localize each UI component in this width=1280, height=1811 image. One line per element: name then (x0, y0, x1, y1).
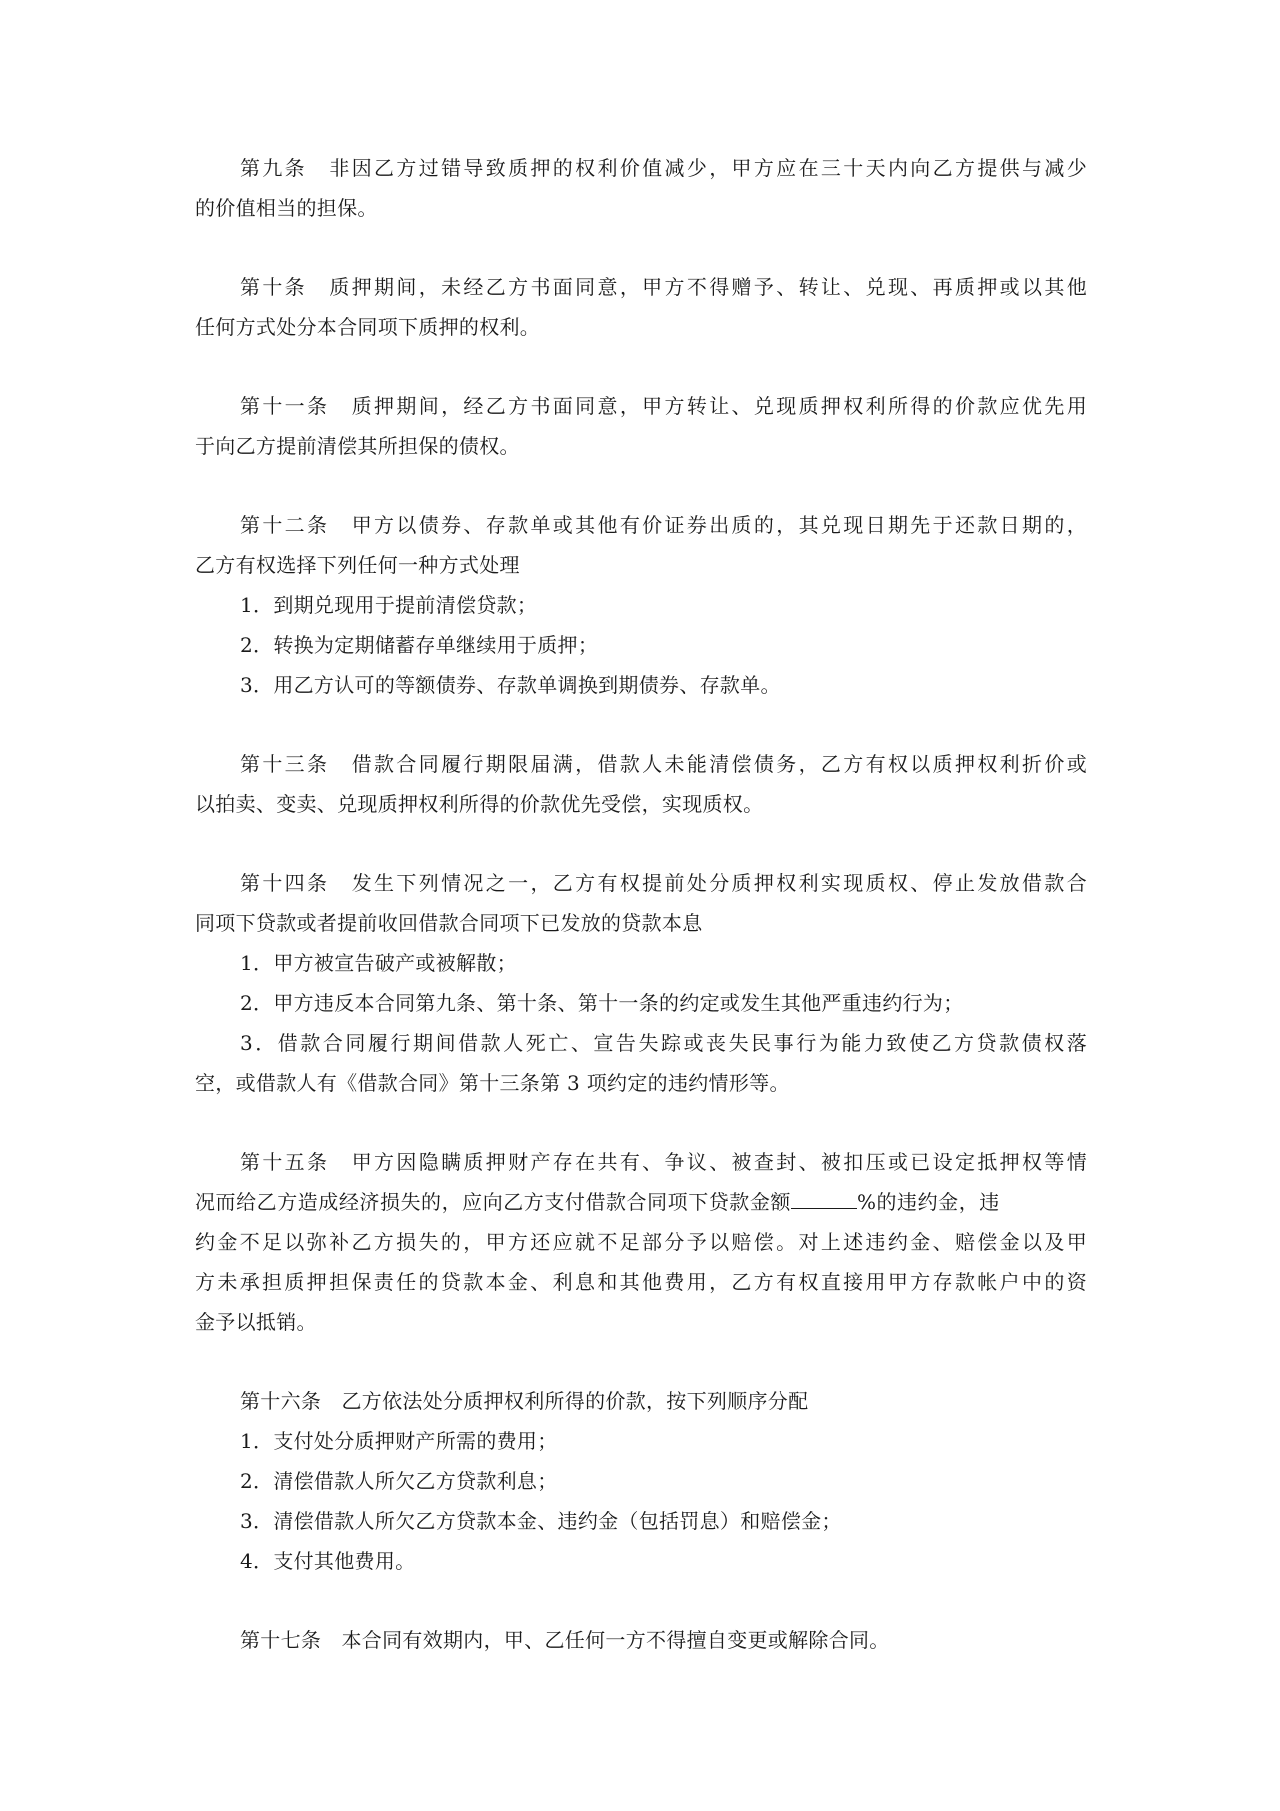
article-13 (195, 744, 1087, 824)
list-item: 3．借款合同履行期间借款人死亡、宣告失踪或丧失民事行为能力致使乙方贷款债权落 (240, 1031, 1087, 1055)
amount-blank (791, 1192, 857, 1209)
article-11 (195, 386, 1087, 466)
paragraph-line: 第十四条 发生下列情况之一，乙方有权提前处分质押权利实现质权、停止发放借款合 (240, 871, 1087, 895)
paragraph-line: 以拍卖、变卖、兑现质押权利所得的价款优先受偿，实现质权。 (195, 792, 764, 816)
article-12 (195, 505, 1087, 705)
paragraph-line: 任何方式处分本合同项下质押的权利。 (195, 315, 541, 339)
article-14 (195, 863, 1087, 1103)
paragraph-line: 方未承担质押担保责任的贷款本金、利息和其他费用，乙方有权直接用甲方存款帐户中的资 (195, 1270, 1087, 1294)
article-17 (195, 1620, 1087, 1660)
article-10 (195, 267, 1087, 347)
paragraph-line: 第十六条 乙方依法处分质押权利所得的价款，按下列顺序分配 (240, 1389, 809, 1413)
list-item: 2．甲方违反本合同第九条、第十条、第十一条的约定或发生其他严重违约行为； (240, 991, 964, 1015)
paragraph-line: 第九条 非因乙方过错导致质押的权利价值减少，甲方应在三十天内向乙方提供与减少 (240, 156, 1087, 180)
list-item: 1．甲方被宣告破产或被解散； (240, 951, 517, 975)
paragraph-line: 第十一条 质押期间，经乙方书面同意，甲方转让、兑现质押权利所得的价款应优先用 (240, 394, 1087, 418)
paragraph-line: 约金不足以弥补乙方损失的，甲方还应就不足部分予以赔偿。对上述违约金、赔偿金以及甲 (195, 1230, 1087, 1254)
list-item: 1．到期兑现用于提前清偿贷款； (240, 593, 538, 617)
list-item: 4．支付其他费用。 (240, 1549, 416, 1573)
paragraph-line (195, 1182, 1087, 1222)
paragraph-line: 第十条 质押期间，未经乙方书面同意，甲方不得赠予、转让、兑现、再质押或以其他 (240, 275, 1087, 299)
list-item-continuation: 空，或借款人有《借款合同》第十三条第 3 项约定的违约情形等。 (195, 1071, 790, 1095)
paragraph-line: 乙方有权选择下列任何一种方式处理 (195, 553, 520, 577)
list-item: 3．清偿借款人所欠乙方贷款本金、违约金（包括罚息）和赔偿金； (240, 1509, 842, 1533)
paragraph-line: 金予以抵销。 (195, 1310, 317, 1334)
paragraph-line: 第十五条 甲方因隐瞒质押财产存在共有、争议、被查封、被扣压或已设定抵押权等情 (240, 1150, 1087, 1174)
paragraph-line: 的价值相当的担保。 (195, 196, 378, 220)
article-16 (195, 1381, 1087, 1581)
list-item: 2．清偿借款人所欠乙方贷款利息； (240, 1469, 558, 1493)
list-item: 2．转换为定期储蓄存单继续用于质押； (240, 633, 599, 657)
paragraph-text: %的违约金，违 (856, 1190, 1000, 1214)
article-9 (195, 148, 1087, 228)
paragraph-line: 同项下贷款或者提前收回借款合同项下已发放的贷款本息 (195, 911, 703, 935)
list-item: 3．用乙方认可的等额债券、存款单调换到期债券、存款单。 (240, 673, 781, 697)
paragraph-line: 于向乙方提前清偿其所担保的债权。 (195, 434, 520, 458)
paragraph-line: 第十三条 借款合同履行期限届满，借款人未能清偿债务，乙方有权以质押权利折价或 (240, 752, 1087, 776)
document-page (195, 148, 1087, 1660)
article-15 (195, 1142, 1087, 1342)
paragraph-text: 况而给乙方造成经济损失的，应向乙方支付借款合同项下贷款金额 (195, 1190, 791, 1214)
paragraph-line: 第十七条 本合同有效期内，甲、乙任何一方不得擅自变更或解除合同。 (240, 1628, 890, 1652)
paragraph-line: 第十二条 甲方以债券、存款单或其他有价证券出质的，其兑现日期先于还款日期的， (240, 513, 1087, 537)
list-item: 1．支付处分质押财产所需的费用； (240, 1429, 558, 1453)
